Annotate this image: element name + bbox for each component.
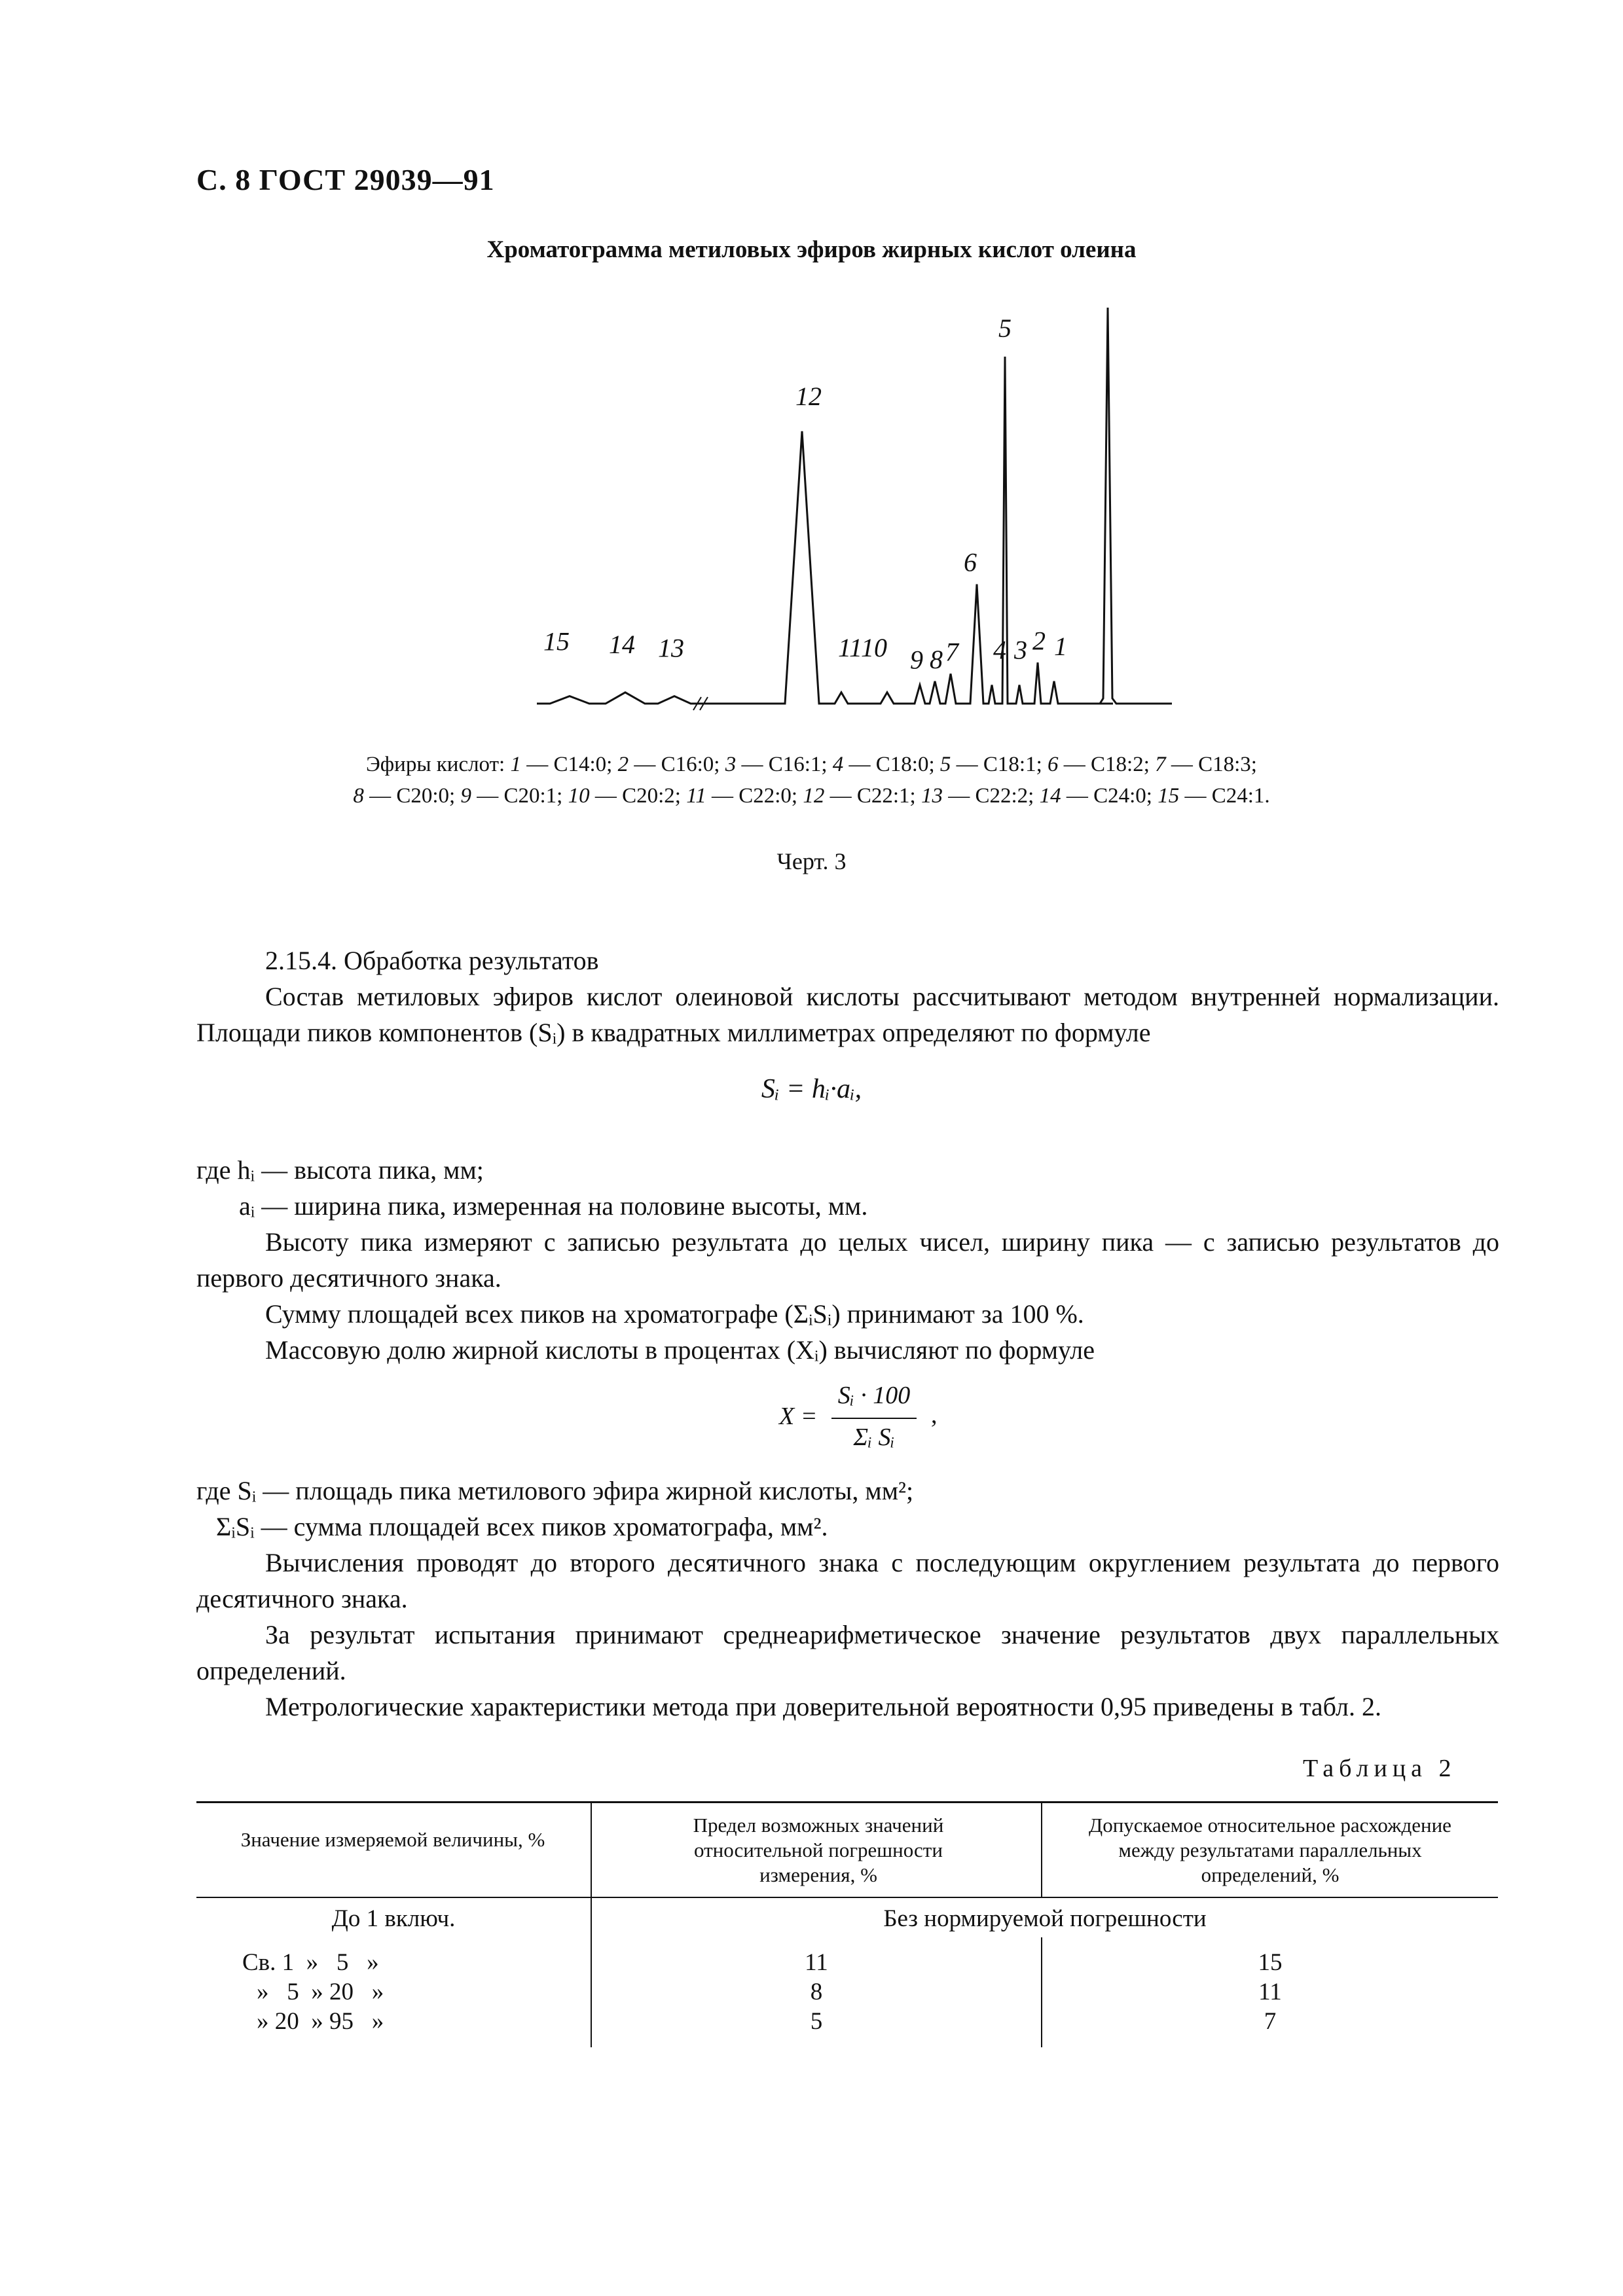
legend-text: — С22:0; [706, 784, 803, 808]
table-header-rule [196, 1897, 1498, 1898]
peak-label: 4 [993, 635, 1006, 665]
legend-text: — С20:1; [471, 784, 568, 808]
legend-line-1 [0, 753, 1623, 777]
chromatogram [511, 295, 1198, 726]
legend-num: 2 [617, 753, 629, 776]
legend-num: 5 [939, 753, 951, 776]
where-h: где hᵢ — высота пика, мм; [196, 1155, 484, 1185]
formula-denominator: Σᵢ Sᵢ [853, 1424, 895, 1451]
legend-text: — С24:1. [1179, 784, 1270, 808]
fraction-bar [831, 1418, 917, 1419]
table-row1-col1: Св. 1 » 5 » [242, 1949, 379, 1976]
peak-label: 6 [964, 547, 977, 577]
paragraph-2: Высоту пика измеряют с записью результата до целых чисел, ширину пика — с записью результатов до первого десятичного знака. [196, 1227, 1499, 1293]
peak-label: 12 [795, 381, 822, 411]
peak-label: 10 [861, 632, 887, 662]
peak-label: 15 [543, 626, 570, 656]
table-header-col3: Допускаемое относительное расхождение между результатами параллельных определений, % [1089, 1814, 1451, 1886]
peak-label: 14 [609, 629, 635, 659]
paragraph-6: За результат испытания принимают среднеарифметическое значение результатов двух параллельных определений. [196, 1620, 1499, 1685]
legend-num: 10 [568, 784, 590, 808]
table-row0-col1: До 1 включ. [331, 1905, 456, 1932]
legend-num: 14 [1039, 784, 1061, 808]
legend-text: — С18:2; [1058, 753, 1156, 776]
table-row3-col2: 5 [810, 2008, 823, 2035]
legend-text: — С22:1; [824, 784, 921, 808]
paragraph-5: Вычисления проводят до второго десятичного знака с последующим округлением результата до первого десятичного знака. [196, 1548, 1499, 1613]
formula-lhs: X = [779, 1403, 818, 1430]
formula-peak-area: Sᵢ = hᵢ·aᵢ, [761, 1074, 862, 1104]
peak-label: 11 [838, 632, 863, 662]
legend-num: 12 [803, 784, 825, 808]
table-row1-col2: 11 [805, 1949, 828, 1976]
legend-text: — С22:2; [942, 784, 1040, 808]
formula-mass-fraction [779, 1374, 949, 1460]
table-row0-merged: Без нормируемой погрешности [883, 1905, 1207, 1932]
legend-text: — С20:0; [363, 784, 461, 808]
paragraph-1: Состав метиловых эфиров кислот олеиновой кислоты рассчитывают методом внутренней нормализации. Площади пиков компонентов (Sᵢ) в квадратных миллиметрах определяют по формуле [196, 982, 1499, 1047]
legend-text: — С18:1; [951, 753, 1048, 776]
where-sum: ΣᵢSᵢ — сумма площадей всех пиков хроматографа, мм². [216, 1512, 828, 1541]
table-title: Таблица 2 [1303, 1755, 1457, 1782]
formula-numerator: Sᵢ · 100 [837, 1382, 911, 1409]
peak-label: 8 [930, 644, 943, 674]
peak-label: 7 [945, 637, 958, 667]
peak-label: 2 [1032, 626, 1046, 656]
table-row3-col3: 7 [1264, 2008, 1277, 2035]
table-row2-col1: » 5 » 20 » [257, 1979, 384, 2005]
legend-num: 8 [353, 784, 364, 808]
legend-num: 1 [510, 753, 521, 776]
legend-num: 7 [1155, 753, 1166, 776]
legend-num: 13 [921, 784, 943, 808]
legend-line-2 [0, 784, 1623, 808]
table-header-col2: Предел возможных значений относительной погрешности измерения, % [693, 1814, 944, 1886]
where-a: aᵢ — ширина пика, измеренная на половине высоты, мм. [239, 1191, 868, 1221]
paragraph-3: Сумму площадей всех пиков на хроматографе (ΣᵢSᵢ) принимают за 100 %. [265, 1299, 1084, 1329]
table-row2-col2: 8 [810, 1979, 823, 2005]
table-top-rule [196, 1801, 1498, 1803]
peak-label: 13 [658, 633, 684, 663]
section-heading: 2.15.4. Обработка результатов [265, 946, 599, 975]
where-s: где Sᵢ — площадь пика метилового эфира жирной кислоты, мм²; [196, 1476, 914, 1505]
peak-label: 3 [1014, 635, 1027, 665]
paragraph-4: Массовую долю жирной кислоты в процентах (Xᵢ) вычисляют по формуле [265, 1335, 1095, 1365]
legend-num: 3 [725, 753, 737, 776]
formula-tail: , [931, 1401, 938, 1429]
table-header-col1: Значение измеряемой величины, % [240, 1828, 545, 1851]
legend-num: 11 [686, 784, 706, 808]
paragraph-7: Метрологические характеристики метода при доверительной вероятности 0,95 приведены в табл. 2. [265, 1692, 1381, 1721]
peak-label: 1 [1054, 631, 1067, 661]
legend-text: — С20:2; [589, 784, 687, 808]
metrology-table [196, 1801, 1498, 2050]
page-header: С. 8 ГОСТ 29039—91 [196, 163, 495, 196]
legend-text: — С16:1; [736, 753, 833, 776]
table-row1-col3: 15 [1258, 1949, 1283, 1976]
legend-prefix: Эфиры кислот: [366, 753, 511, 776]
legend-num: 15 [1158, 784, 1180, 808]
table-row2-col3: 11 [1258, 1979, 1282, 2005]
table-row3-col1: » 20 » 95 » [257, 2008, 384, 2035]
legend-text: — С18:0; [843, 753, 940, 776]
legend-text: — С18:3; [1165, 753, 1257, 776]
figure-caption: Черт. 3 [776, 848, 847, 874]
legend-text: — С24:0; [1061, 784, 1158, 808]
legend-num: 9 [460, 784, 471, 808]
legend-text: — С16:0; [629, 753, 725, 776]
legend-num: 6 [1048, 753, 1059, 776]
table-col-divider-2a [1041, 1801, 1042, 1897]
chart-title: Хроматограмма метиловых эфиров жирных кислот олеина [486, 236, 1137, 263]
peak-label: 9 [910, 645, 923, 675]
legend-text: — С14:0; [520, 753, 618, 776]
peak-label: 5 [998, 313, 1012, 343]
legend-num: 4 [832, 753, 844, 776]
